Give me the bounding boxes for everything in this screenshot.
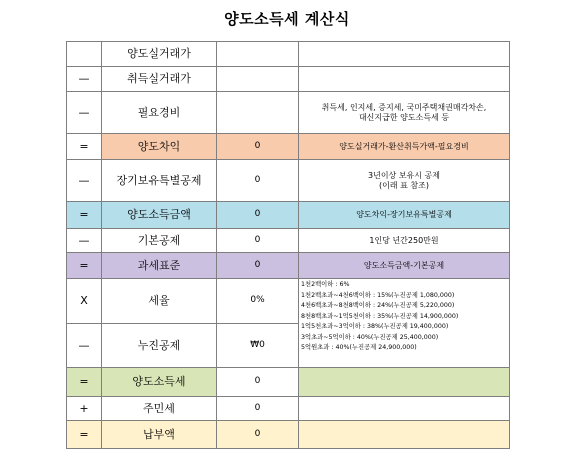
note-cell bbox=[299, 368, 510, 397]
tax-rate-table-cell bbox=[299, 279, 510, 368]
label-cell: 양도차익 bbox=[102, 134, 217, 160]
operator-cell: = bbox=[67, 134, 102, 160]
page-title: 양도소득세 계산식 bbox=[224, 10, 350, 28]
note-line: (이래 표 참조) bbox=[379, 180, 429, 190]
capital-gains-tax-table bbox=[66, 41, 510, 449]
operator-cell: — bbox=[67, 160, 102, 202]
tax-rate-line: 8천8백초과~1억5천이하 : 35%(누진공제 14,900,000) bbox=[301, 312, 459, 320]
note-cell bbox=[299, 67, 510, 92]
tax-rate-line: 1천2백이하 : 6% bbox=[301, 281, 350, 288]
table-row bbox=[67, 229, 510, 253]
label-cell: 납부액 bbox=[102, 421, 217, 449]
label-cell: 양도실거래가 bbox=[102, 42, 217, 67]
value-cell: 0 bbox=[217, 253, 299, 279]
table-row bbox=[67, 421, 510, 449]
value-cell: ₩0 bbox=[217, 324, 299, 368]
note-cell: 양도소득금액-기본공제 bbox=[299, 253, 510, 279]
label-cell: 기본공제 bbox=[102, 229, 217, 253]
operator-cell: + bbox=[67, 397, 102, 421]
table-row bbox=[67, 134, 510, 160]
label-cell: 주민세 bbox=[102, 397, 217, 421]
value-cell: 0 bbox=[217, 202, 299, 229]
table-row bbox=[67, 42, 510, 67]
value-cell: 0 bbox=[217, 160, 299, 202]
operator-cell: — bbox=[67, 324, 102, 368]
value-cell[interactable] bbox=[217, 67, 299, 92]
operator-cell: X bbox=[67, 279, 102, 324]
note-cell bbox=[299, 92, 510, 134]
note-cell: 양도차익-장기보유특별공제 bbox=[299, 202, 510, 229]
label-cell: 누진공제 bbox=[102, 324, 217, 368]
label-cell: 양도소득금액 bbox=[102, 202, 217, 229]
operator-cell: — bbox=[67, 92, 102, 134]
table-row bbox=[67, 368, 510, 397]
note-cell bbox=[299, 421, 510, 449]
value-cell[interactable] bbox=[217, 92, 299, 134]
label-cell: 취득실거래가 bbox=[102, 67, 217, 92]
value-cell: 0 bbox=[217, 397, 299, 421]
value-cell: 0 bbox=[217, 421, 299, 449]
operator-cell: — bbox=[67, 67, 102, 92]
value-cell[interactable] bbox=[217, 42, 299, 67]
table-row bbox=[67, 92, 510, 134]
label-cell: 과세표준 bbox=[102, 253, 217, 279]
table-row bbox=[67, 160, 510, 202]
value-cell: 0 bbox=[217, 134, 299, 160]
table-row bbox=[67, 397, 510, 421]
table-row bbox=[67, 253, 510, 279]
tax-rate-line: 1천2백초과~4천6백이하 : 15%(누진공제 1,080,000) bbox=[301, 291, 455, 299]
label-cell: 필요경비 bbox=[102, 92, 217, 134]
operator-cell: = bbox=[67, 421, 102, 449]
operator-cell bbox=[67, 42, 102, 67]
note-cell: 1인당 년간250만원 bbox=[299, 229, 510, 253]
operator-cell: = bbox=[67, 202, 102, 229]
table-row bbox=[67, 279, 510, 324]
tax-rate-line: 3억초과~5억이하 : 40%(누진공제 25,400,000) bbox=[301, 333, 439, 341]
operator-cell: = bbox=[67, 253, 102, 279]
label-cell: 양도소득세 bbox=[102, 368, 217, 397]
table-row bbox=[67, 202, 510, 229]
table-row bbox=[67, 67, 510, 92]
note-line: 3년이상 보유시 공제 bbox=[368, 170, 440, 180]
note-line: 대신지급한 양도소득세 등 bbox=[358, 112, 450, 122]
tax-rate-line: 5억원초과 : 40%(누진공제 24,900,000) bbox=[301, 344, 417, 351]
value-cell: 0 bbox=[217, 368, 299, 397]
note-cell bbox=[299, 160, 510, 202]
tax-rate-line: 1억5천초과~3억이하 : 38%(누진공제 19,400,000) bbox=[301, 323, 449, 330]
label-cell: 장기보유특별공제 bbox=[102, 160, 217, 202]
label-cell: 세율 bbox=[102, 279, 217, 324]
value-cell: 0 bbox=[217, 229, 299, 253]
note-cell bbox=[299, 397, 510, 421]
operator-cell: — bbox=[67, 229, 102, 253]
note-cell: 양도실거래가-환산취득가액-필요경비 bbox=[299, 134, 510, 160]
tax-rate-line: 4천6백초과~8천8백이하 : 24%(누진공제 5,220,000) bbox=[301, 302, 455, 309]
value-cell: 0% bbox=[217, 279, 299, 324]
note-line: 취득세, 인지세, 증지세, 국미주택채권매각차손, bbox=[321, 102, 487, 112]
note-cell bbox=[299, 42, 510, 67]
operator-cell: = bbox=[67, 368, 102, 397]
